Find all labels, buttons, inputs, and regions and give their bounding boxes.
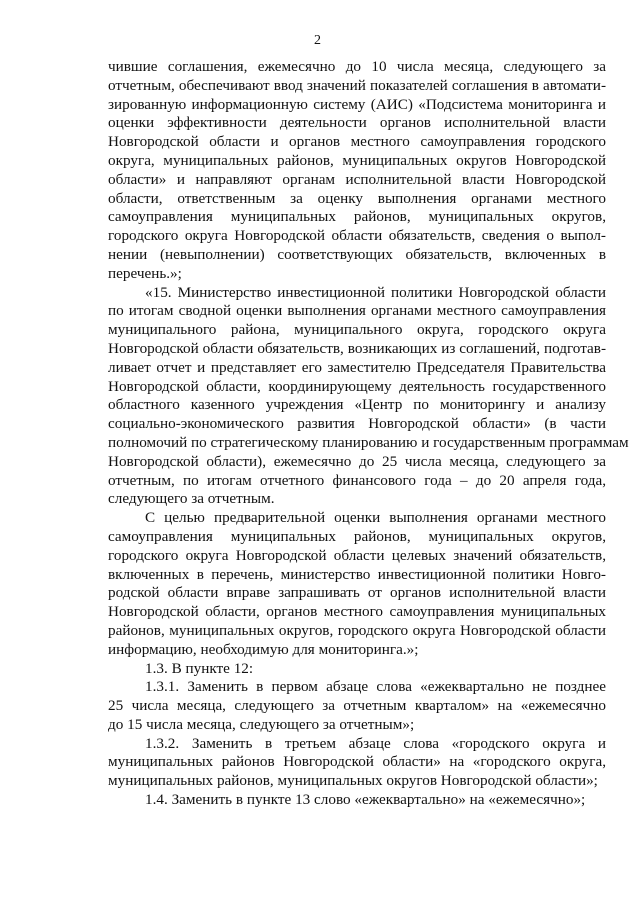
text-line: социально-экономического развития Новгородской области» (в части xyxy=(108,415,606,433)
text-line: Новгородской области обязательств, возникающих из соглашений, подготав- xyxy=(108,339,606,357)
text-line: области, ответственным за оценку выполнения органами местного xyxy=(108,189,606,207)
paragraph xyxy=(108,791,606,810)
text-line: «15. Министерство инвестиционной политики Новгородской области xyxy=(145,283,606,301)
text-line: до 15 числа месяца, следующего за отчетным»; xyxy=(108,715,415,733)
text-line: 25 числа месяца, следующего за отчетным кварталом» на «ежемесячно xyxy=(108,697,606,715)
text-line: ливает отчет и представляет его заместителю Председателя Правительства xyxy=(108,358,606,376)
text-line: информацию, необходимую для мониторинга.»; xyxy=(108,640,419,658)
text-line: нении (невыполнении) соответствующих обязательств, включенных в xyxy=(108,245,606,263)
text-line: городского округа Новгородской области обязательств, сведения о выпол- xyxy=(108,227,606,245)
text-line: 1.3. В пункте 12: xyxy=(145,659,254,677)
text-line: следующего за отчетным. xyxy=(108,490,275,508)
document-body xyxy=(108,58,629,810)
text-line: зированную информационную систему (АИС) «Подсистема мониторинга и xyxy=(108,95,606,113)
text-line: полномочий по стратегическому планированию и государственным программам xyxy=(108,433,629,451)
text-line: муниципальных районов, муниципальных округов Новгородской области»; xyxy=(108,772,598,790)
text-line: по итогам сводной оценки выполнения органами местного самоуправления xyxy=(108,302,606,320)
page-number: 2 xyxy=(314,33,321,48)
text-line: областного казенного учреждения «Центр по мониторингу и анализу xyxy=(108,396,606,414)
paragraph xyxy=(108,58,606,284)
text-line: отчетным, обеспечивают ввод значений показателей соглашения в автомати- xyxy=(108,76,606,94)
text-line: оценки эффективности деятельности органов исполнительной власти xyxy=(108,114,606,132)
text-line: С целью предварительной оценки выполнения органами местного xyxy=(145,509,606,527)
text-line: отчетным, по итогам отчетного финансового года – до 20 апреля года, xyxy=(108,471,606,489)
paragraph xyxy=(108,660,606,679)
text-line: самоуправления муниципальных районов, муниципальных округов, xyxy=(108,208,606,226)
text-line: самоуправления муниципальных районов, муниципальных округов, xyxy=(108,527,606,545)
text-line: родской области вправе запрашивать от органов исполнительной власти xyxy=(108,584,606,602)
text-line: Новгородской области), ежемесячно до 25 числа месяца, следующего за xyxy=(108,452,606,470)
text-line: области» и направляют органам исполнительной власти Новгородской xyxy=(108,170,606,188)
text-line: 1.3.2. Заменить в третьем абзаце слова «городского округа и xyxy=(145,734,606,752)
paragraph xyxy=(108,283,629,510)
text-line: включенных в перечень, министерство инвестиционной политики Новго- xyxy=(108,565,606,583)
text-line: Новгородской области, координирующему деятельность государственного xyxy=(108,377,606,395)
paragraph xyxy=(108,509,606,659)
text-line: городского округа Новгородской области целевых значений обязательств, xyxy=(108,546,606,564)
text-line: 1.4. Заменить в пункте 13 слово «ежеквартально» на «ежемесячно»; xyxy=(145,791,586,809)
text-line: Новгородской области и органов местного самоуправления городского xyxy=(108,133,606,151)
text-line: Новгородской области, органов местного самоуправления муниципальных xyxy=(108,603,606,621)
text-line: муниципальных районов Новгородской области» на «городского округа, xyxy=(108,753,606,771)
text-line: районов, муниципальных округов, городского округа Новгородской области xyxy=(108,621,606,639)
text-line: 1.3.1. Заменить в первом абзаце слова «ежеквартально не позднее xyxy=(145,678,606,696)
paragraph xyxy=(108,735,606,791)
text-line: муниципального района, муниципального округа, городского округа xyxy=(108,321,606,339)
text-line: округа, муниципальных районов, муниципальных округов Новгородской xyxy=(108,151,606,169)
paragraph xyxy=(108,678,606,734)
text-line: чившие соглашения, ежемесячно до 10 числа месяца, следующего за xyxy=(108,58,606,75)
text-line: перечень.»; xyxy=(108,264,182,282)
